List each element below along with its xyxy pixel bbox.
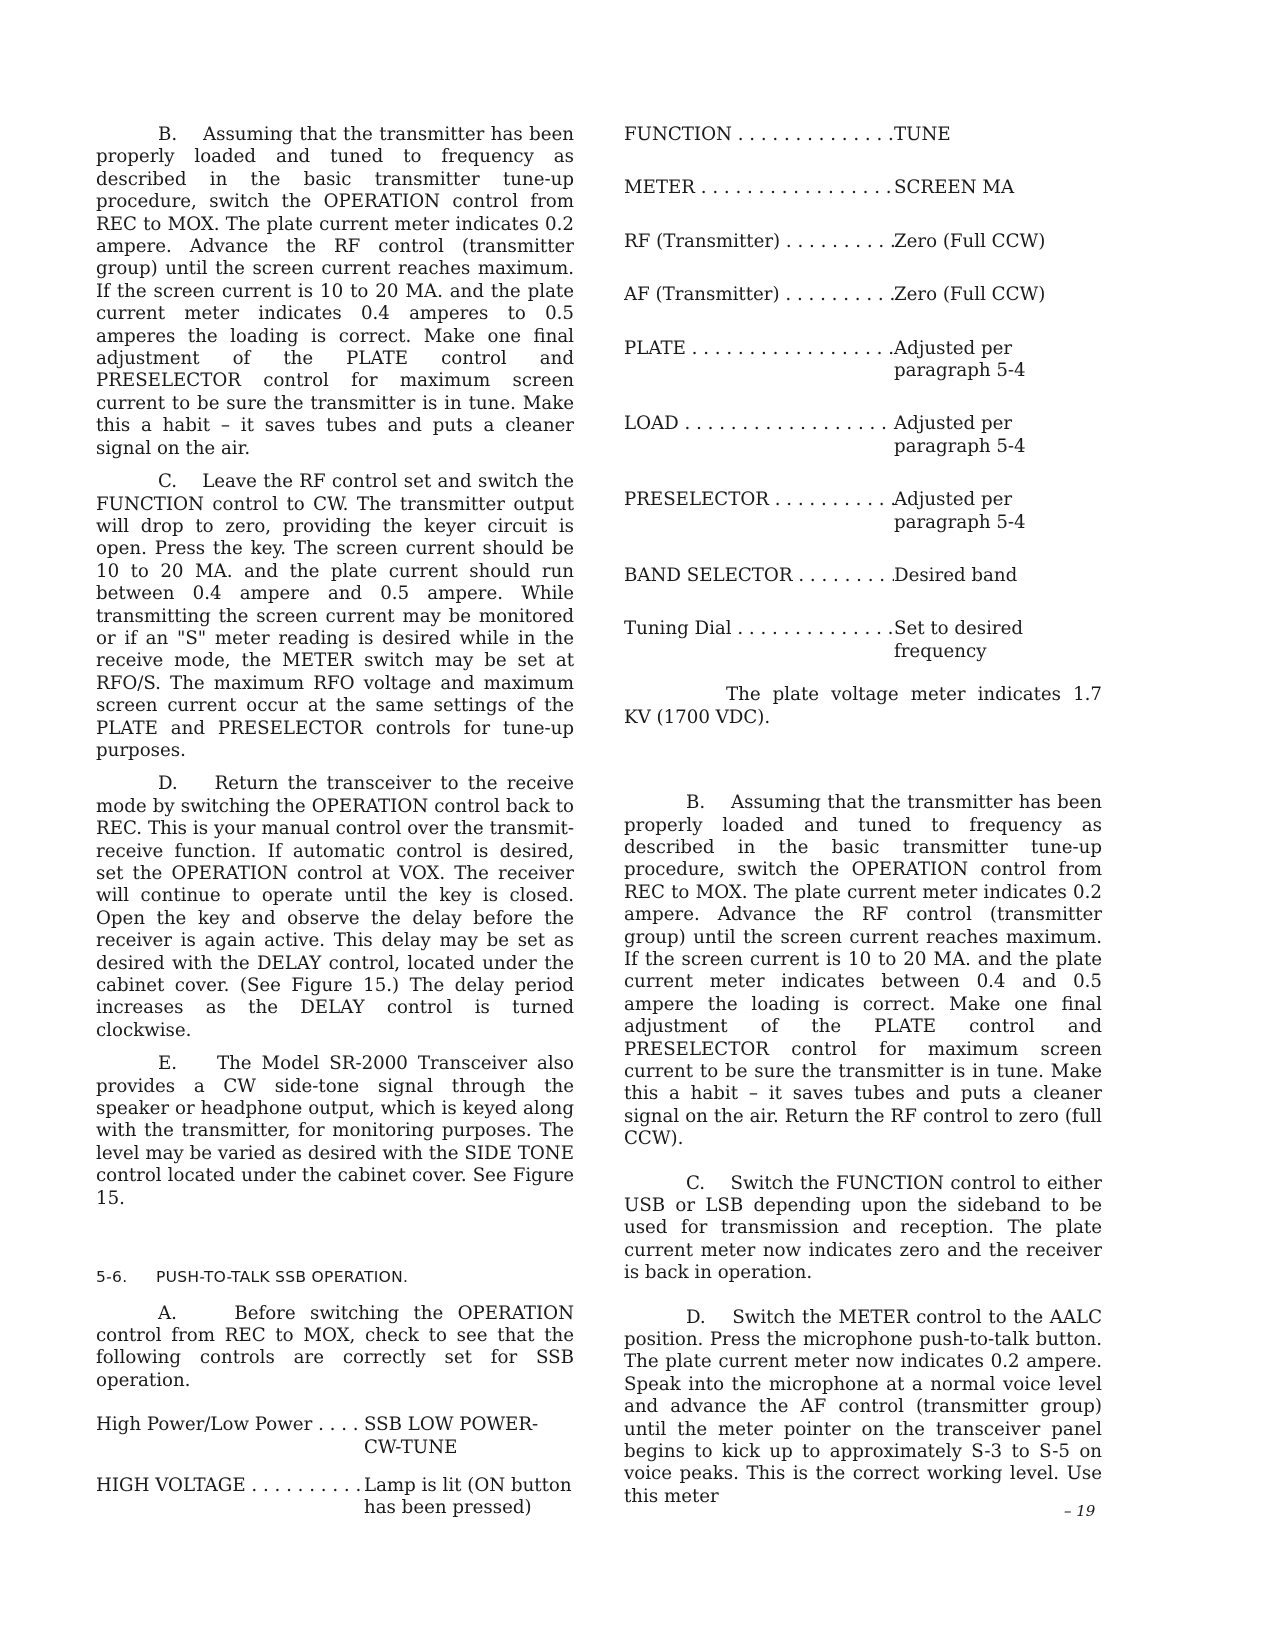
setting-row <box>624 177 1102 199</box>
section-number: 5-6. <box>96 1268 128 1287</box>
setting-value: Adjusted per paragraph 5-4 <box>894 489 1026 533</box>
setting-value: Adjusted per paragraph 5-4 <box>894 337 1026 382</box>
setting-label: BAND SELECTOR . . . <box>624 565 894 587</box>
setting-label: HIGH VOLTAGE . . . <box>96 1475 364 1497</box>
paragraph-text: Return the transceiver to the receive mode by switching the OPERATION control back to REC. This is your manual control over the transmit-receive function. If automatic control is desired, set the OPERATION control at VOX. The receiver will continue to operate until the key is closed. Open the key and observe the delay before the receiver is again active. This delay may be set as desired with the DELAY control, located under the cabinet cover. (See Figure 15.) The delay period increases as the DELAY control is turned clockwise. <box>96 773 574 1041</box>
page-number: – 19 <box>1064 1502 1096 1520</box>
paragraph-letter: A. <box>158 1302 177 1324</box>
paragraph-text: Assuming that the transmitter has been properly loaded and tuned to frequency as described in the basic transmitter tune-up procedure, switch the OPERATION control from REC to MOX. The plate current meter indicates 0.2 ampere. Advance the RF control (transmitter group) until the screen current reaches maximum. If the screen current is 10 to 20 MA. and the plate current meter indicates between 0.4 and 0.5 ampere the loading is correct. Make one final adjustment of the PLATE control and PRESELECTOR control for maximum screen current to be sure the transmitter is in tune. Make this a habit – it saves tubes and puts a cleaner signal on the air. Return the RF control to zero (full CCW). <box>624 792 1102 1150</box>
paragraph-letter: B. <box>158 124 178 145</box>
paragraph-letter: E. <box>158 1053 178 1075</box>
setting-row <box>624 489 1102 534</box>
setting-row <box>624 565 1102 587</box>
setting-label: PRESELECTOR . . . <box>624 489 894 511</box>
setting-label: FUNCTION . . . <box>624 124 894 146</box>
paragraph-d <box>624 1307 1102 1509</box>
paragraph-letter: D. <box>158 773 178 795</box>
setting-label: PLATE . . . <box>624 338 894 360</box>
paragraph-text: The Model SR-2000 Transceiver also provides a CW side-tone signal through the speaker or headphone output, which is keyed along with the transmitter, for monitoring purposes. The level may be varied as desired with the SIDE TONE control located under the cabinet cover. See Figure 15. <box>96 1053 574 1209</box>
paragraph-b <box>624 792 1102 1151</box>
setting-label: Tuning Dial . . . <box>624 618 894 640</box>
paragraph-letter: D. <box>686 1306 706 1328</box>
paragraph-text: Switch the FUNCTION control to either USB or LSB depending upon the sideband to be used for transmission and reception. The plate current meter now indicates zero and the receiver is back in operation. <box>624 1172 1102 1284</box>
setting-value: Desired band <box>894 565 1018 587</box>
paragraph-letter: C. <box>686 1172 706 1194</box>
setting-value: TUNE <box>894 124 951 145</box>
left-column <box>96 124 574 1536</box>
setting-row <box>624 338 1102 383</box>
setting-value: Lamp is lit (ON button has been pressed) <box>364 1474 572 1519</box>
section-heading <box>96 1266 574 1288</box>
paragraph-text: Assuming that the transmitter has been properly loaded and tuned to frequency as described in the basic transmitter tune-up procedure, switch the OPERATION control from REC to MOX. The plate current meter indicates 0.2 ampere. Advance the RF control (transmitter group) until the screen current reaches maximum. If the screen current is 10 to 20 MA. and the plate current meter indicates 0.4 amperes to 0.5 amperes the loading is correct. Make one final adjustment of the PLATE control and PRESELECTOR control for maximum screen current to be sure the transmitter is in tune. Make this a habit – it saves tubes and puts a cleaner signal on the air. <box>96 124 574 459</box>
control-settings-list <box>96 1414 574 1520</box>
setting-row <box>96 1475 574 1520</box>
setting-value: SCREEN MA <box>894 177 1015 199</box>
setting-row <box>624 284 1102 306</box>
setting-value: Zero (Full CCW) <box>894 284 1046 306</box>
setting-label: LOAD . . . <box>624 413 894 435</box>
paragraph-letter: C. <box>158 471 178 493</box>
section-title: PUSH-TO-TALK SSB OPERATION. <box>156 1268 409 1287</box>
paragraph-text: Switch the METER control to the AALC position. Press the microphone push-to-talk button. The plate current meter now indicates 0.2 ampere. Speak into the microphone at a normal voice level and advance the AF control (transmitter group) until the meter pointer on the transceiver panel begins to kick up to approximately S-3 to S-5 on voice peaks. This is the correct working level. Use this meter <box>624 1306 1102 1507</box>
setting-row <box>96 1414 574 1459</box>
setting-value: SSB LOW POWER-CW-TUNE <box>364 1414 539 1458</box>
paragraph-e <box>96 1053 574 1210</box>
setting-value: Set to desired frequency <box>894 618 1024 662</box>
plate-voltage-note: The plate voltage meter indicates 1.7 KV (1700 VDC). <box>624 684 1102 728</box>
control-settings-list <box>624 124 1102 663</box>
setting-label: AF (Transmitter) . . . <box>624 284 894 306</box>
paragraph-b <box>96 124 574 460</box>
setting-row <box>624 231 1102 253</box>
setting-row <box>624 618 1102 663</box>
setting-row <box>624 124 1102 146</box>
right-column <box>624 124 1102 1519</box>
setting-label: METER . . . <box>624 177 894 199</box>
paragraph-text: Leave the RF control set and switch the FUNCTION control to CW. The transmitter output will drop to zero, providing the keyer circuit is open. Press the key. The screen current should be 10 to 20 MA. and the plate current should run between 0.4 ampere and 0.5 ampere. While transmitting the screen current may be monitored or if an "S" meter reading is desired while in the receive mode, the METER switch may be set at RFO/S. The maximum RFO voltage and maximum screen current occur at the same settings of the PLATE and PRESELECTOR controls for tune-up purposes. <box>96 471 574 761</box>
setting-row <box>624 413 1102 458</box>
setting-value: Adjusted per paragraph 5-4 <box>894 413 1026 457</box>
paragraph-a <box>96 1303 574 1393</box>
setting-label: High Power/Low Power . . . <box>96 1414 364 1436</box>
paragraph-d <box>96 773 574 1042</box>
setting-value: Zero (Full CCW) <box>894 230 1046 252</box>
paragraph-letter: B. <box>686 792 706 814</box>
setting-label: RF (Transmitter) . . . <box>624 231 894 253</box>
paragraph-c <box>96 471 574 762</box>
paragraph-c <box>624 1173 1102 1285</box>
paragraph-text: Before switching the OPERATION control from REC to MOX, check to see that the following controls are correctly set for SSB operation. <box>96 1302 574 1391</box>
